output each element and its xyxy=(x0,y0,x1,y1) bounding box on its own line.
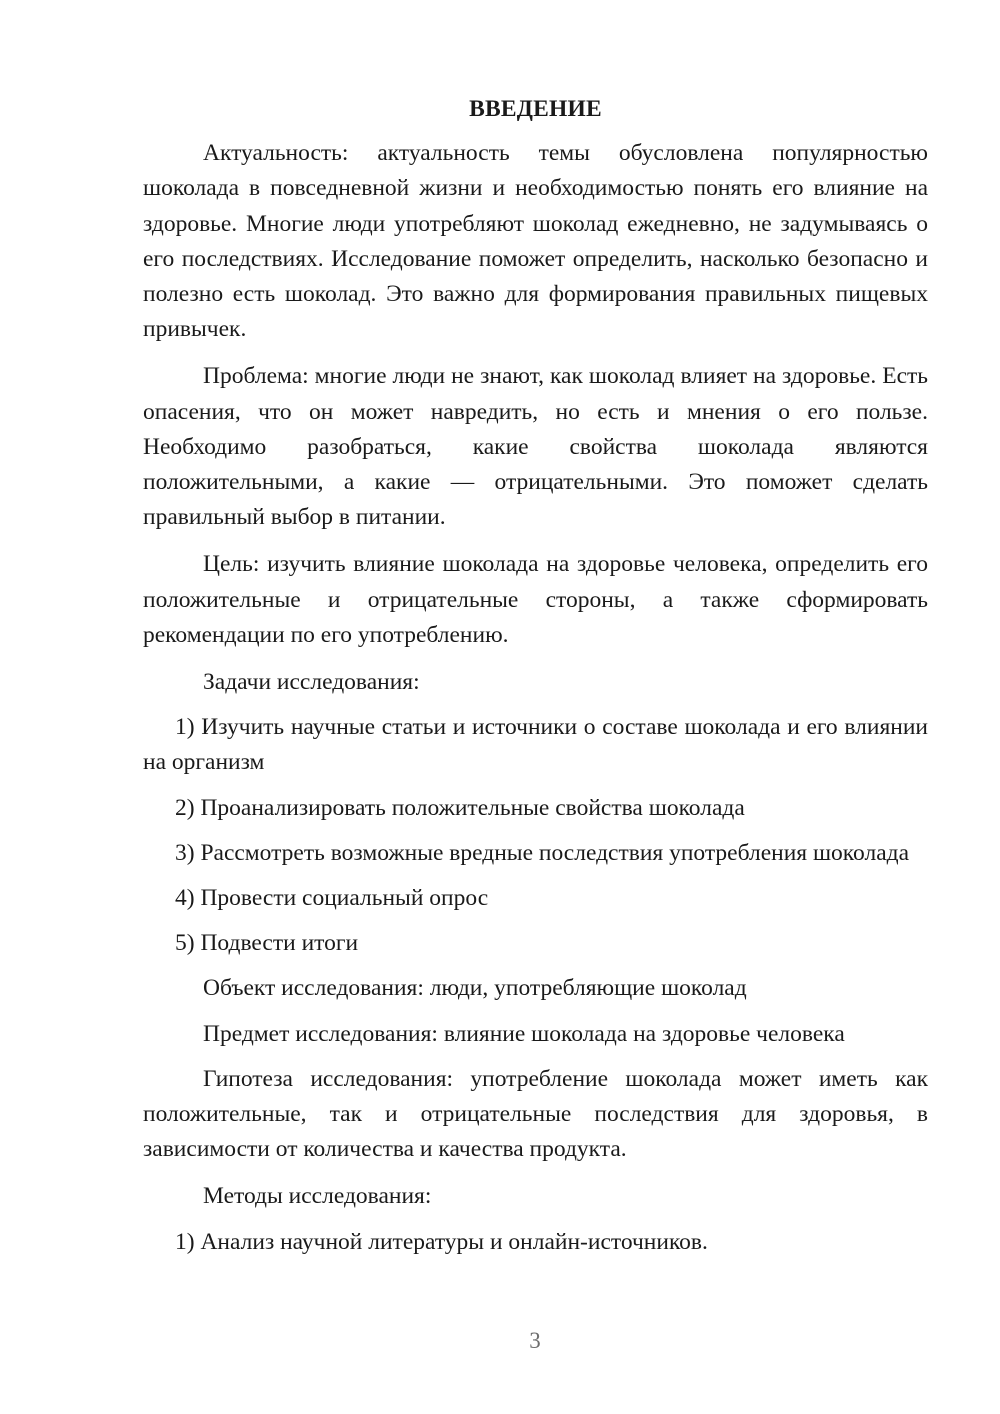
subject-paragraph: Предмет исследования: влияние шоколада на здоровье человека xyxy=(203,1020,845,1047)
hypothesis-paragraph: Гипотеза исследования: употребление шоколада может иметь как положительные, так и отрицательные последствия для здоровья, в зависимости от количества и качества продукта. xyxy=(143,1065,928,1163)
section-heading: ВВЕДЕНИЕ xyxy=(469,96,602,122)
task-item-2: 2) Проанализировать положительные свойства шоколада xyxy=(175,794,745,821)
problem-paragraph: Проблема: многие люди не знают, как шоколад влияет на здоровье. Есть опасения, что он может навредить, но есть и мнения о его пользе. Необходимо разобраться, какие свойства шоколада являются положительными, а какие — отрицательными. Это поможет сделать правильный выбор в питании. xyxy=(143,363,928,531)
goal-paragraph: Цель: изучить влияние шоколада на здоровье человека, определить его положительные и отрицательные стороны, а также сформировать рекомендации по его употреблению. xyxy=(143,551,928,648)
object-paragraph: Объект исследования: люди, употребляющие шоколад xyxy=(203,975,747,1002)
method-item-1: 1) Анализ научной литературы и онлайн-источников. xyxy=(175,1228,708,1255)
relevance-paragraph: Актуальность: актуальность темы обусловлена популярностью шоколада в повседневной жизни и необходимостью понять его влияние на здоровье. Многие люди употребляют шоколад ежедневно, не задумываясь о его последствиях. Исследование поможет определить, насколько безопасно и полезно есть шоколад. Это важно для формирования правильных пищевых привычек. xyxy=(143,140,928,343)
methods-title: Методы исследования: xyxy=(203,1183,432,1210)
task-item-5: 5) Подвести итоги xyxy=(175,930,359,957)
task-item-1: 1) Изучить научные статьи и источники о составе шоколада и его влиянии на организм xyxy=(143,714,928,776)
page-number: 3 xyxy=(529,1328,541,1353)
task-item-4: 4) Провести социальный опрос xyxy=(175,885,489,912)
page-content xyxy=(143,92,928,1260)
task-item-3: 3) Рассмотреть возможные вредные последствия употребления шоколада xyxy=(175,839,910,866)
tasks-title: Задачи исследования: xyxy=(203,669,420,696)
